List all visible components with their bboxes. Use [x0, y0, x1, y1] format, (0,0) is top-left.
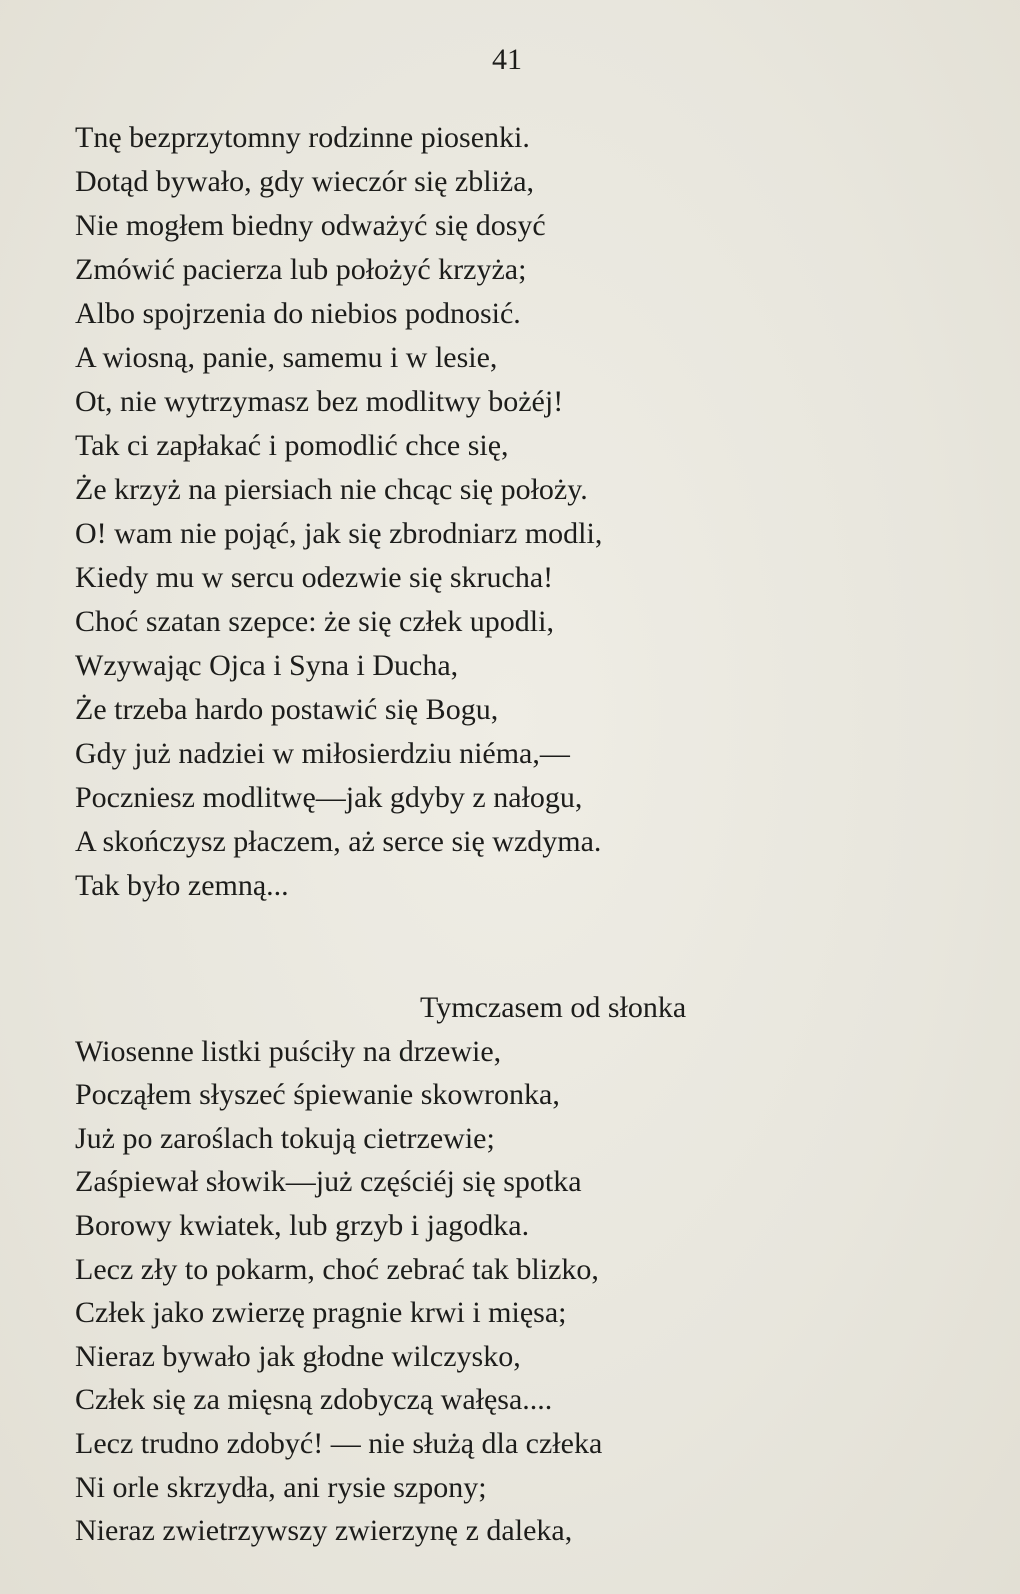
stanza-second — [75, 986, 686, 1553]
verse-line: Lecz trudno zdobyć! — nie służą dla człeka — [75, 1426, 603, 1460]
verse-line: Że trzeba hardo postawić się Bogu, — [75, 693, 499, 726]
verse-line: Tnę bezprzytomny rodzinne piosenki. — [75, 121, 530, 154]
verse-line: Tak ci zapłakać i pomodlić chce się, — [75, 429, 509, 462]
verse-line: Zmówić pacierza lub położyć krzyża; — [75, 253, 527, 286]
verse-line: Wiosenne listki puściły na drzewie, — [75, 1034, 502, 1068]
verse-line-indented: Tymczasem od słonka — [420, 991, 687, 1024]
verse-line: Poczniesz modlitwę—jak gdyby z nałogu, — [75, 781, 583, 814]
verse-line: Nieraz zwietrzywszy zwierzynę z daleka, — [75, 1514, 573, 1548]
verse-line: Kiedy mu w sercu odezwie się skrucha! — [75, 561, 554, 594]
verse-line: Wzywając Ojca i Syna i Ducha, — [75, 649, 459, 682]
verse-line: Tak było zemną... — [75, 869, 289, 902]
verse-line: Człek jako zwierzę pragnie krwi i mięsa; — [75, 1296, 567, 1330]
verse-line: Gdy już nadziei w miłosierdziu niéma,— — [75, 737, 570, 770]
verse-line: Ni orle skrzydła, ani rysie szpony; — [75, 1470, 487, 1504]
page-number: 41 — [492, 43, 522, 76]
verse-line: Człek się za mięsną zdobyczą wałęsa.... — [75, 1383, 553, 1417]
verse-line: Już po zaroślach tokują cietrzewie; — [75, 1121, 495, 1155]
verse-line: Ot, nie wytrzymasz bez modlitwy bożéj! — [75, 385, 564, 418]
verse-line: Zaśpiewał słowik—już częściéj się spotka — [75, 1165, 582, 1199]
verse-line: A wiosną, panie, samemu i w lesie, — [75, 341, 498, 374]
verse-line: Choć szatan szepce: że się człek upodli, — [75, 605, 554, 638]
verse-line: A skończysz płaczem, aż serce się wzdyma. — [75, 825, 602, 858]
verse-line: O! wam nie pojąć, jak się zbrodniarz modli, — [75, 517, 603, 550]
verse-line: Dotąd bywało, gdy wieczór się zbliża, — [75, 165, 535, 198]
verse-line: Nieraz bywało jak głodne wilczysko, — [75, 1339, 521, 1373]
stanza-first — [75, 116, 602, 908]
verse-line: Począłem słyszeć śpiewanie skowronka, — [75, 1078, 560, 1112]
verse-line: Borowy kwiatek, lub grzyb i jagodka. — [75, 1208, 530, 1242]
verse-line: Nie mogłem biedny odważyć się dosyć — [75, 209, 546, 242]
verse-line: Lecz zły to pokarm, choć zebrać tak blizko, — [75, 1252, 599, 1286]
verse-line: Że krzyż na piersiach nie chcąc się położy. — [75, 473, 588, 506]
verse-line: Albo spojrzenia do niebios podnosić. — [75, 297, 521, 330]
